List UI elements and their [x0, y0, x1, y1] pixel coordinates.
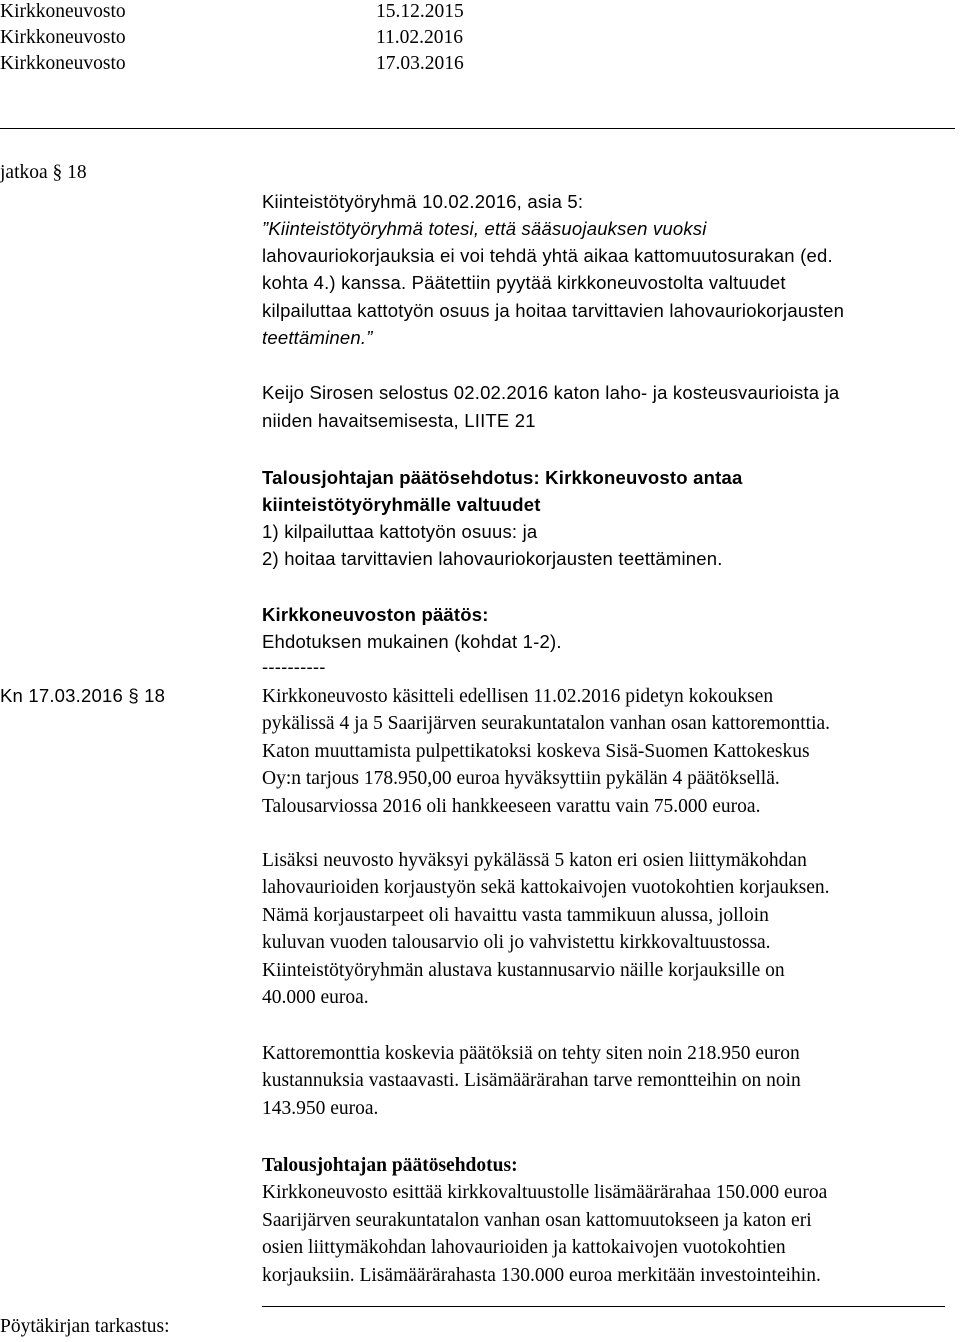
paragraph-line: Kiinteistötyöryhmän alustava kustannusarvio näille korjauksille on: [262, 959, 785, 981]
paragraph-line: Katon muuttamista pulpettikatoksi koskeva Sisä-Suomen Kattokeskus: [262, 740, 810, 762]
header-date-1: 15.12.2015: [376, 1, 464, 22]
proposal2: [262, 1152, 960, 1289]
header-divider: [0, 128, 955, 129]
paragraph-line: Nämä korjaustarpeet oli havaittu vasta tammikuun alussa, jolloin: [262, 904, 769, 926]
paragraph-line: Talousarviossa 2016 oli hankkeeseen varattu vain 75.000 euroa.: [262, 795, 761, 817]
paragraph-line: Kattoremonttia koskevia päätöksiä on tehty siten noin 218.950 euron: [262, 1043, 800, 1064]
quote-line-3: lahovauriokorjauksia ei voi tehdä yhtä aikaa kattomuutosurakan (ed.: [262, 245, 833, 266]
header-body-3: Kirkkoneuvosto: [0, 53, 126, 74]
quote-line-4: kohta 4.) kanssa. Päätettiin pyytää kirkkoneuvostolta valtuudet: [262, 272, 786, 293]
report-line-2: niiden havaitsemisesta, LIITE 21: [262, 410, 536, 431]
header-body-1: Kirkkoneuvosto: [0, 1, 126, 22]
decision1-separator: ----------: [262, 656, 326, 677]
proposal1-heading-1: Talousjohtajan päätösehdotus: Kirkkoneuvosto antaa: [262, 467, 743, 488]
paragraph-line: 143.950 euroa.: [262, 1097, 379, 1119]
footer-divider: [262, 1306, 945, 1307]
proposal2-line: korjauksiin. Lisämäärärahasta 130.000 euroa merkitään investointeihin.: [262, 1264, 821, 1286]
paragraph-line: Lisäksi neuvosto hyväksyi pykälässä 5 katon eri osien liittymäkohdan: [262, 850, 807, 871]
paragraph-line: kuluvan vuoden talousarvio oli jo vahvistettu kirkkovaltuustossa.: [262, 932, 771, 954]
proposal1-heading-2: kiinteistötyöryhmälle valtuudet: [262, 494, 541, 515]
paragraph-line: lahovaurioiden korjaustyön sekä kattokaivojen vuotokohtien korjauksen.: [262, 877, 830, 899]
header-date-3: 17.03.2016: [376, 53, 464, 74]
quote-line-6: teettäminen.”: [262, 327, 373, 348]
section-paragraph-3: [262, 1040, 960, 1122]
proposal1-item-1: 1) kilpailuttaa kattotyön osuus: ja: [262, 521, 538, 542]
continued-label: jatkoa: [0, 162, 48, 183]
section-marker-number: 18: [144, 685, 166, 706]
report-line-1: Keijo Sirosen selostus 02.02.2016 katon laho- ja kosteusvaurioista ja: [262, 382, 840, 403]
decision1-text: Ehdotuksen mukainen (kohdat 1-2).: [262, 631, 562, 652]
proposal2-line: Saarijärven seurakuntatalon vanhan osan kattomuutokseen ja katon eri: [262, 1209, 812, 1231]
paragraph-line: Kirkkoneuvosto käsitteli edellisen 11.02.2016 pidetyn kokouksen: [262, 686, 774, 707]
quote-line-5: kilpailuttaa kattotyön osuus ja hoitaa tarvittavien lahovauriokorjausten: [262, 300, 845, 321]
continued-number: 18: [67, 162, 87, 183]
proposal2-heading: Talousjohtajan päätösehdotus:: [262, 1155, 518, 1176]
section-symbol: §: [128, 685, 139, 706]
proposal2-line: osien liittymäkohdan lahovaurioiden ja kattokaivojen vuotokohtien: [262, 1237, 786, 1259]
section-paragraph-1: [262, 683, 960, 820]
section-symbol: §: [52, 162, 63, 183]
continued-marker: [0, 160, 87, 186]
paragraph-line: Oy:n tarjous 178.950,00 euroa hyväksyttiin pykälän 4 päätöksellä.: [262, 768, 780, 790]
quote-line-1: Kiinteistötyöryhmä 10.02.2016, asia 5:: [262, 191, 584, 212]
section-marker: [0, 683, 165, 709]
footer-label: Pöytäkirjan tarkastus:: [0, 1316, 170, 1337]
section-marker-prefix: Kn 17.03.2016: [0, 685, 123, 706]
paragraph-line: pykälissä 4 ja 5 Saarijärven seurakuntatalon vanhan osan kattoremonttia.: [262, 713, 831, 735]
header-date-2: 11.02.2016: [376, 27, 464, 48]
proposal1-item-2: 2) hoitaa tarvittavien lahovauriokorjausten teettäminen.: [262, 548, 723, 569]
paragraph-line: kustannuksia vastaavasti. Lisämäärärahan tarve remontteihin on noin: [262, 1070, 801, 1092]
quote-line-2: ”Kiinteistötyöryhmä totesi, että sääsuojauksen vuoksi: [262, 218, 707, 239]
section-paragraph-2: [262, 847, 960, 1011]
decision1-heading: Kirkkoneuvoston päätös:: [262, 604, 489, 625]
header-body-2: Kirkkoneuvosto: [0, 27, 126, 48]
proposal2-line: Kirkkoneuvosto esittää kirkkovaltuustolle lisämäärärahaa 150.000 euroa: [262, 1182, 828, 1204]
paragraph-line: 40.000 euroa.: [262, 987, 369, 1009]
